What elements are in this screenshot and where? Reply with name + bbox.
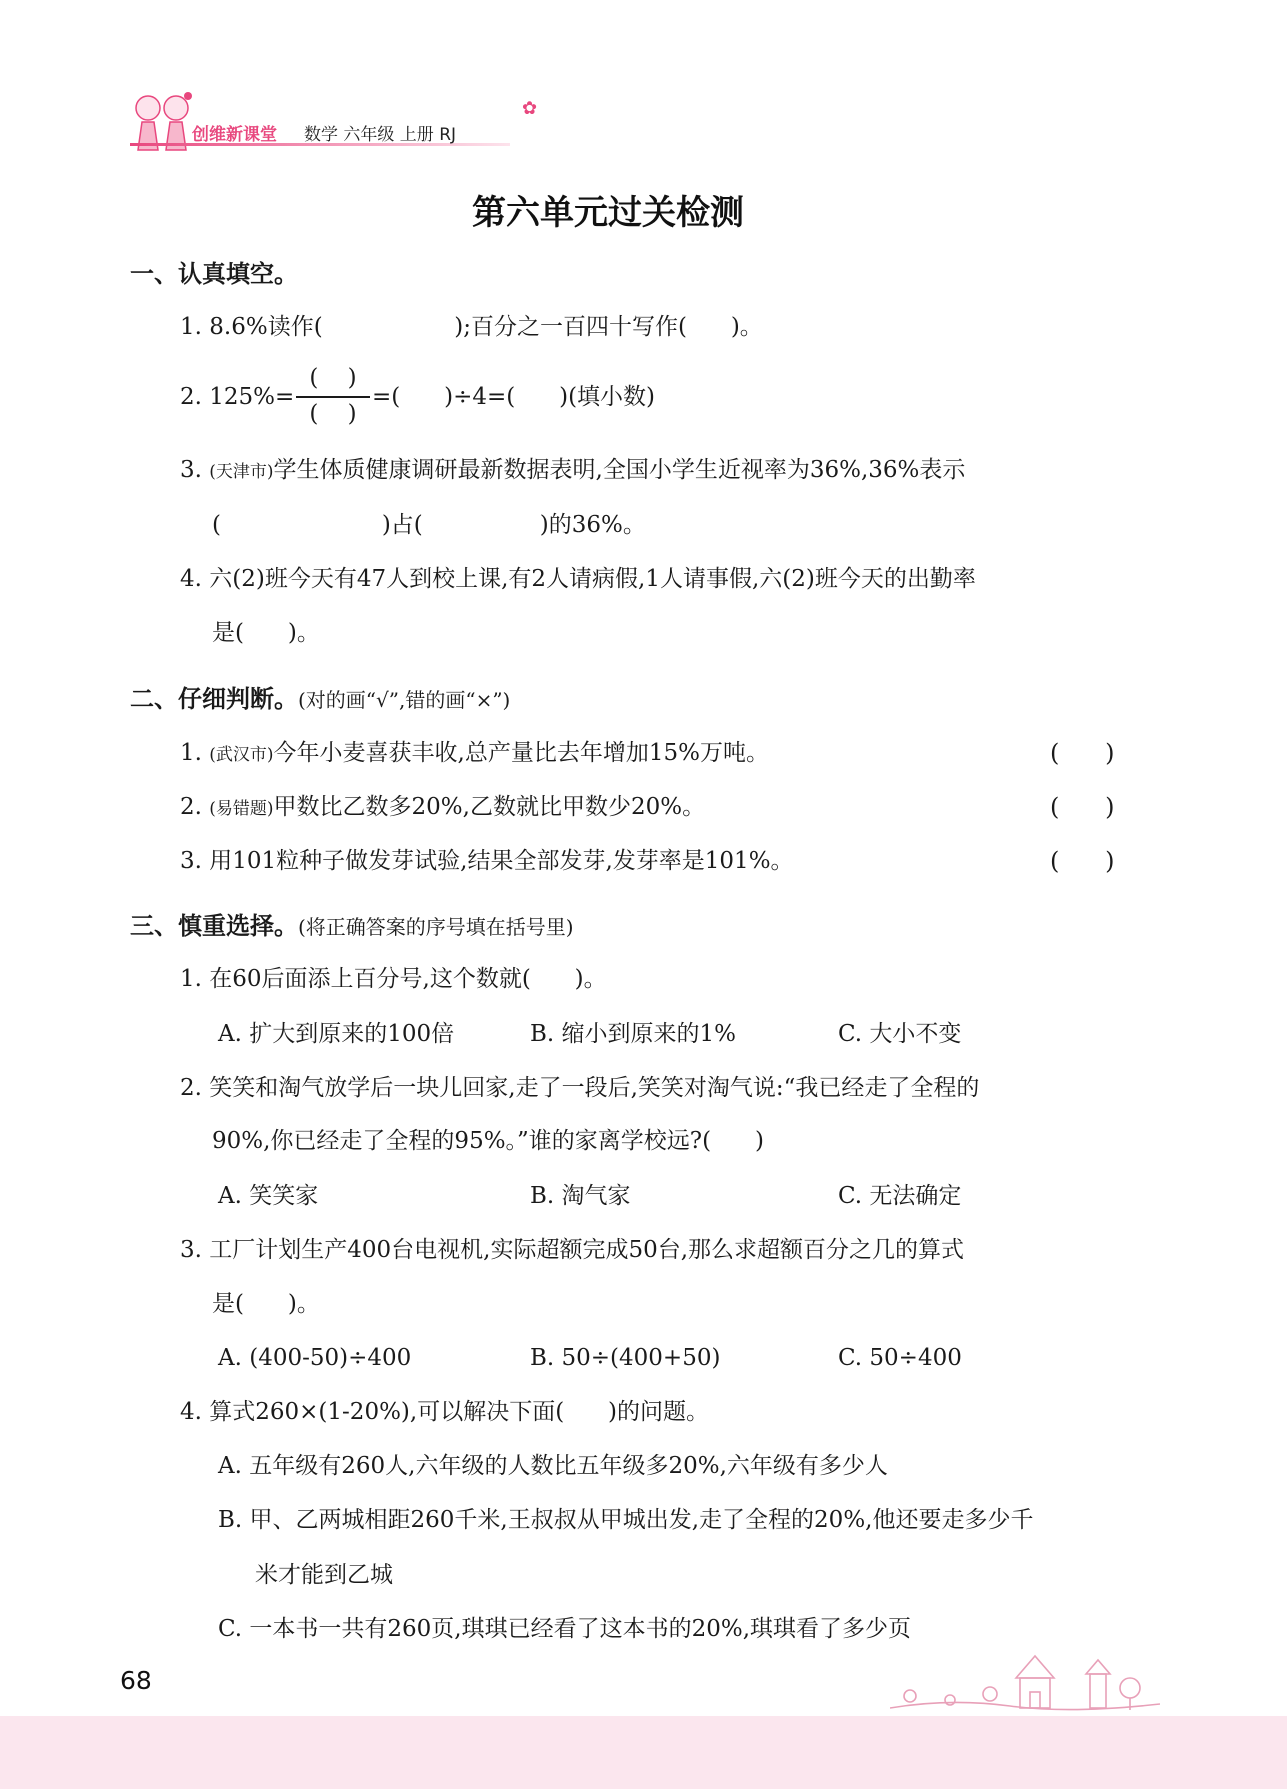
s2-item-2 <box>180 791 705 825</box>
section3-heading-text: 三、慎重选择。 <box>130 912 298 940</box>
s3-q2-option-a: A. 笑笑家 <box>218 1183 319 1209</box>
s1-q2-fraction-bar <box>296 396 370 398</box>
s2-item-2-text: 甲数比乙数多20%,乙数就比甲数少20%。 <box>273 794 706 820</box>
s3-q4-option-b-line2: 米才能到乙城 <box>255 1562 393 1588</box>
s2-item-1-text: 今年小麦喜获丰收,总产量比去年增加15%万吨。 <box>273 740 769 766</box>
s1-q4-line2: 是( )。 <box>212 620 320 646</box>
s3-q4: 4. 算式260×(1-20%),可以解决下面( )的问题。 <box>180 1399 710 1425</box>
s3-q2-line1: 2. 笑笑和淘气放学后一块儿回家,走了一段后,笑笑对淘气说:“我已经走了全程的 <box>180 1075 980 1101</box>
s1-q2-denominator: ( ) <box>309 401 357 427</box>
s2-item-1 <box>180 737 769 771</box>
s3-q4-option-c: C. 一本书一共有260页,琪琪已经看了这本书的20%,琪琪看了多少页 <box>218 1616 912 1642</box>
s1-q4-line1: 4. 六(2)班今天有47人到校上课,有2人请病假,1人请事假,六(2)班今天的出勤率 <box>180 566 976 592</box>
section3-note: (将正确答案的序号填在括号里) <box>298 915 574 939</box>
s2-item-3-answer-paren: ( ) <box>1050 847 1115 875</box>
section2-heading-text: 二、仔细判断。 <box>130 685 298 713</box>
s3-q1: 1. 在60后面添上百分号,这个数就( )。 <box>180 966 607 992</box>
s2-item-1-number: 1. <box>180 740 210 766</box>
s1-q2-prefix: 2. 125%= <box>180 384 295 410</box>
s3-q2-option-b: B. 淘气家 <box>530 1183 631 1209</box>
s2-item-1-tag: (武汉市) <box>209 745 274 765</box>
s3-q3-option-c: C. 50÷400 <box>838 1345 962 1371</box>
footer-castle-illustration <box>890 1648 1160 1718</box>
s1-q3-line1 <box>180 454 965 488</box>
s1-q3-number: 3. <box>180 457 210 483</box>
section1-heading: 一、认真填空。 <box>130 260 298 288</box>
s2-item-3 <box>180 845 794 877</box>
s3-q4-option-a: A. 五年级有260人,六年级的人数比五年级多20%,六年级有多少人 <box>218 1453 888 1479</box>
s3-q1-option-b: B. 缩小到原来的1% <box>530 1021 737 1047</box>
footer-band <box>0 1716 1287 1789</box>
s1-q2-numerator: ( ) <box>309 365 357 391</box>
header-brand: 创维新课堂 <box>192 125 277 145</box>
s3-q2-line2: 90%,你已经走了全程的95%。”谁的家离学校远?( ) <box>212 1128 764 1154</box>
s2-item-3-number: 3. <box>180 848 210 874</box>
s3-q3-line1: 3. 工厂计划生产400台电视机,实际超额完成50台,那么求超额百分之几的算式 <box>180 1237 965 1263</box>
s3-q3-option-b: B. 50÷(400+50) <box>530 1345 721 1371</box>
section3-heading <box>130 910 574 943</box>
s1-q2-suffix: =( )÷4=( )(填小数) <box>372 384 656 410</box>
s3-q3-option-a: A. (400-50)÷400 <box>218 1345 412 1371</box>
header-decoration-icon: ✿ <box>522 98 538 119</box>
s1-q3-line2: ( )占( )的36%。 <box>212 512 646 538</box>
s2-item-1-answer-paren: ( ) <box>1050 739 1115 767</box>
s3-q2-option-c: C. 无法确定 <box>838 1183 962 1209</box>
s3-q1-option-c: C. 大小不变 <box>838 1021 962 1047</box>
s3-q4-option-b-line1: B. 甲、乙两城相距260千米,王叔叔从甲城出发,走了全程的20%,他还要走多少千 <box>218 1507 1034 1533</box>
s2-item-3-text: 用101粒种子做发芽试验,结果全部发芽,发芽率是101%。 <box>209 848 794 874</box>
s2-item-2-answer-paren: ( ) <box>1050 793 1115 821</box>
s3-q3-line2: 是( )。 <box>212 1291 320 1317</box>
s2-item-2-number: 2. <box>180 794 210 820</box>
s2-item-2-tag: (易错题) <box>209 799 274 819</box>
header-book-info: 数学 六年级 上册 RJ <box>304 125 457 145</box>
s1-q3-text: 学生体质健康调研最新数据表明,全国小学生近视率为36%,36%表示 <box>273 457 966 483</box>
s1-q3-source-tag: (天津市) <box>209 462 274 482</box>
page-title: 第六单元过关检测 <box>472 193 744 233</box>
section2-heading <box>130 683 510 716</box>
s1-q1: 1. 8.6%读作( );百分之一百四十写作( )。 <box>180 314 763 340</box>
section2-note: (对的画“√”,错的画“×”) <box>298 688 511 712</box>
s3-q1-option-a: A. 扩大到原来的100倍 <box>218 1021 455 1047</box>
page-number: 68 <box>120 1666 152 1695</box>
